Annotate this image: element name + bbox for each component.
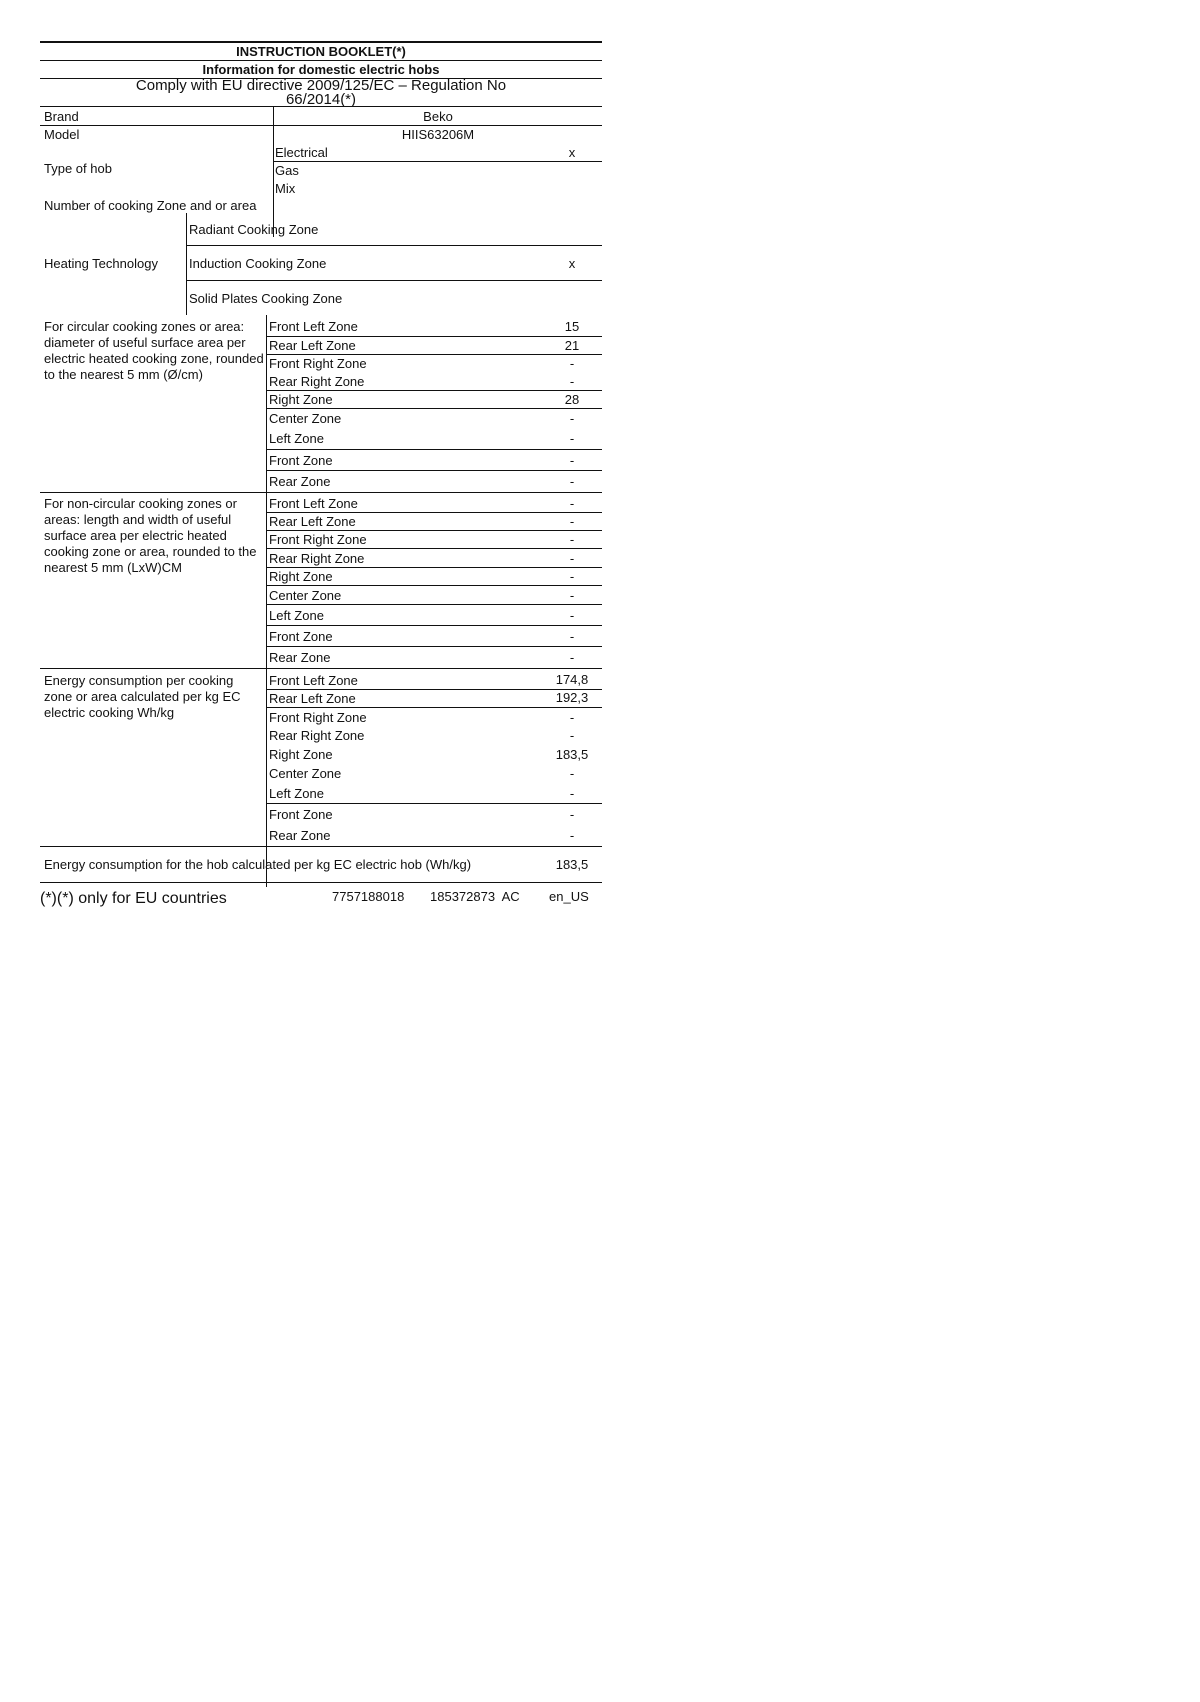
column-divider	[266, 315, 267, 887]
noncircular-zone: Front Left Zone	[269, 496, 358, 511]
noncircular-label: For non-circular cooking zones or areas: length and width of useful surface area per electric heated cooking zone or area, rounded to the nearest 5 mm (LxW)CM	[44, 496, 257, 575]
noncircular-value: -	[569, 569, 575, 584]
booklet-title: INSTRUCTION BOOKLET(*)	[236, 44, 406, 59]
energy-zone: Front Zone	[269, 807, 333, 822]
noncircular-zone: Left Zone	[269, 608, 324, 623]
energy-zone: Rear Left Zone	[269, 691, 356, 706]
rule	[266, 585, 602, 586]
rule	[266, 604, 602, 605]
footer-locale: en_US	[549, 889, 589, 904]
noncircular-zone: Right Zone	[269, 569, 333, 584]
footer-code-2: 185372873 AC	[430, 889, 520, 904]
section-rule	[40, 668, 602, 669]
noncircular-value: -	[569, 608, 575, 623]
energy-zone: Front Left Zone	[269, 673, 358, 688]
circular-zone: Center Zone	[269, 411, 342, 426]
rule	[266, 449, 602, 450]
energy-value: 183,5	[555, 747, 589, 762]
circular-zone: Rear Zone	[269, 474, 331, 489]
noncircular-zone: Center Zone	[269, 588, 342, 603]
hob-type-electrical-mark: x	[568, 145, 576, 160]
rule	[266, 803, 602, 804]
circular-value: -	[569, 411, 575, 426]
noncircular-zone: Rear Left Zone	[269, 514, 356, 529]
noncircular-zone: Rear Right Zone	[269, 551, 365, 566]
energy-zone: Right Zone	[269, 747, 333, 762]
circular-value: -	[569, 374, 575, 389]
rule	[266, 354, 602, 355]
section-rule	[40, 846, 602, 847]
noncircular-value: -	[569, 629, 575, 644]
energy-value: -	[569, 710, 575, 725]
energy-value: -	[569, 728, 575, 743]
heating-radiant: Radiant Cooking Zone	[189, 222, 319, 237]
energy-value: 174,8	[555, 672, 589, 687]
heating-solid-plates: Solid Plates Cooking Zone	[189, 291, 343, 306]
section-rule	[40, 882, 602, 883]
energy-zone: Front Right Zone	[269, 710, 367, 725]
rule	[266, 336, 602, 337]
circular-zone: Rear Right Zone	[269, 374, 365, 389]
rule	[266, 470, 602, 471]
rule	[273, 161, 602, 162]
booklet-subtitle: Information for domestic electric hobs	[202, 62, 440, 77]
column-divider	[273, 106, 274, 237]
noncircular-zone: Front Right Zone	[269, 532, 367, 547]
circular-value: -	[569, 453, 575, 468]
circular-zone: Right Zone	[269, 392, 333, 407]
rule	[266, 567, 602, 568]
energy-zone: Rear Right Zone	[269, 728, 365, 743]
zones-count-label: Number of cooking Zone and or area	[44, 198, 257, 213]
total-energy-label: Energy consumption for the hob calculated per kg EC electric hob (Wh/kg)	[44, 857, 472, 872]
hob-type-gas: Gas	[275, 163, 299, 178]
circular-zone: Front Zone	[269, 453, 333, 468]
heating-induction: Induction Cooking Zone	[189, 256, 327, 271]
rule	[266, 646, 602, 647]
rule	[266, 530, 602, 531]
top-rule	[40, 41, 602, 43]
directive-line-2: 66/2014(*)	[285, 91, 357, 108]
noncircular-value: -	[569, 532, 575, 547]
rule	[266, 707, 602, 708]
energy-value: -	[569, 766, 575, 781]
circular-value: 28	[564, 392, 580, 407]
hob-type-electrical: Electrical	[275, 145, 328, 160]
rule	[40, 125, 602, 126]
energy-zone: Rear Zone	[269, 828, 331, 843]
circular-zone: Front Right Zone	[269, 356, 367, 371]
noncircular-zone: Rear Zone	[269, 650, 331, 665]
energy-value: -	[569, 786, 575, 801]
circular-value: -	[569, 431, 575, 446]
noncircular-value: -	[569, 551, 575, 566]
rule	[186, 280, 602, 281]
model-label: Model	[44, 127, 80, 142]
circular-value: -	[569, 474, 575, 489]
energy-value: 192,3	[555, 690, 589, 705]
energy-label: Energy consumption per cooking zone or area calculated per kg EC electric cooking Wh/kg	[44, 673, 241, 720]
rule	[266, 548, 602, 549]
circular-label: For circular cooking zones or area: diameter of useful surface area per electric heated cooking zone, rounded to the nearest 5 mm (Ø/cm)	[44, 319, 264, 382]
energy-zone: Center Zone	[269, 766, 342, 781]
rule	[266, 512, 602, 513]
noncircular-value: -	[569, 588, 575, 603]
circular-zone: Rear Left Zone	[269, 338, 356, 353]
column-divider	[186, 213, 187, 315]
rule	[40, 60, 602, 61]
circular-zone: Left Zone	[269, 431, 324, 446]
hob-type-mix: Mix	[275, 181, 296, 196]
energy-value: -	[569, 828, 575, 843]
rule	[266, 625, 602, 626]
circular-value: 21	[564, 338, 580, 353]
total-energy-value: 183,5	[555, 857, 589, 872]
brand-label: Brand	[44, 109, 79, 124]
circular-zone: Front Left Zone	[269, 319, 358, 334]
directive-line-1: Comply with EU directive 2009/125/EC – Regulation No	[135, 77, 507, 94]
circular-value: 15	[564, 319, 580, 334]
rule	[266, 390, 602, 391]
footer-note: (*)(*) only for EU countries	[40, 890, 227, 907]
heating-label: Heating Technology	[44, 256, 158, 271]
noncircular-value: -	[569, 496, 575, 511]
section-rule	[40, 492, 602, 493]
rule	[40, 106, 602, 107]
noncircular-value: -	[569, 514, 575, 529]
noncircular-value: -	[569, 650, 575, 665]
hob-type-label: Type of hob	[44, 161, 112, 176]
noncircular-zone: Front Zone	[269, 629, 333, 644]
rule	[266, 408, 602, 409]
brand-value: Beko	[423, 109, 453, 124]
energy-value: -	[569, 807, 575, 822]
model-value: HIIS63206M	[401, 127, 475, 142]
footer-code-1: 7757188018	[332, 889, 405, 904]
energy-zone: Left Zone	[269, 786, 324, 801]
heating-induction-mark: x	[568, 256, 576, 271]
rule	[186, 245, 602, 246]
circular-value: -	[569, 356, 575, 371]
